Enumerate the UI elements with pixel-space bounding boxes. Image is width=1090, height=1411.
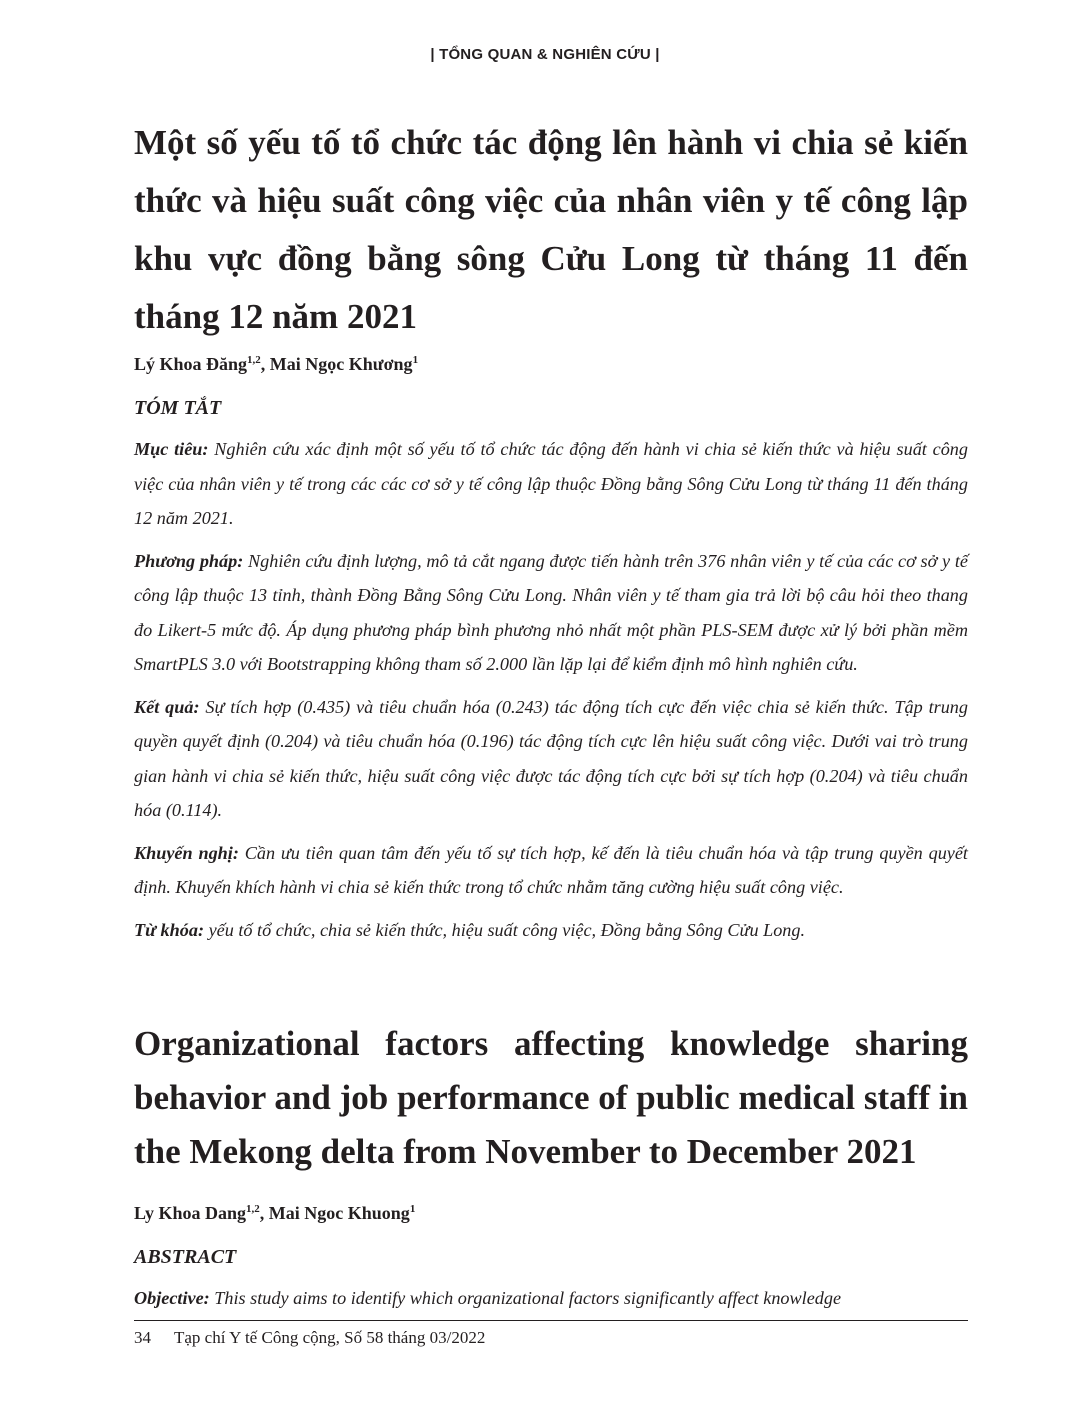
article-title-vietnamese: Một số yếu tố tổ chức tác động lên hành vi chia sẻ kiến thức và hiệu suất công việc của nhân viên y tế công lập khu vực đồng bằng sông Cửu Long từ tháng 11 đến tháng 12 năm 2021	[134, 123, 968, 336]
result-label: Kết quả:	[134, 696, 200, 717]
footer-divider	[134, 1320, 968, 1321]
author-affiliation: 1	[412, 354, 419, 366]
summary-heading: TÓM TẮT	[134, 397, 222, 419]
author-name: Ly Khoa Dang	[134, 1203, 247, 1223]
page-footer	[134, 1328, 485, 1348]
authors-english	[134, 1203, 415, 1224]
journal-citation: Tạp chí Y tế Công cộng, Số 58 tháng 03/2022	[174, 1328, 486, 1347]
result-text: Sự tích hợp (0.435) và tiêu chuẩn hóa (0.243) tác động tích cực đến việc chia sẻ kiến thức. Tập trung quyền quyết định (0.204) và tiêu chuẩn hóa (0.196) tác động tích cực lên hiệu suất công việc. Dưới vai trò trung gian hành vi chia sẻ kiến thức, hiệu suất công việc được tác động tích cực bởi sự tích hợp (0.204) và tiêu chuẩn hóa (0.114).	[134, 696, 968, 820]
method-label: Phương pháp:	[134, 550, 244, 571]
recommendation-label: Khuyến nghị:	[134, 842, 239, 863]
abstract-objective	[134, 1281, 968, 1316]
author-affiliation: 1,2	[246, 1203, 260, 1215]
authors-vietnamese	[134, 354, 418, 375]
author-affiliation: 1,2	[247, 354, 261, 366]
summary-recommendation	[134, 836, 968, 905]
recommendation-text: Cần ưu tiên quan tâm đến yếu tố sự tích hợp, kế đến là tiêu chuẩn hóa và tập trung quyền quyết định. Khuyến khích hành vi chia sẻ kiến thức trong tổ chức nhằm tăng cường hiệu suất công việc.	[134, 842, 968, 897]
abstract-heading: ABSTRACT	[134, 1246, 237, 1268]
section-header: | TỔNG QUAN & NGHIÊN CỨU |	[430, 46, 660, 63]
summary-vietnamese	[134, 432, 968, 955]
summary-keywords	[134, 913, 968, 948]
article-title-english: Organizational factors affecting knowledge sharing behavior and job performance of public medical staff in the Mekong delta from November to December 2021	[134, 1024, 968, 1171]
objective-label: Mục tiêu:	[134, 439, 209, 459]
summary-result	[134, 690, 968, 828]
summary-objective	[134, 432, 968, 536]
keywords-label: Từ khóa:	[134, 919, 205, 940]
summary-method	[134, 544, 968, 682]
author-separator: ,	[260, 354, 270, 374]
author-separator: ,	[259, 1203, 269, 1223]
author-affiliation: 1	[409, 1203, 416, 1215]
objective-label: Objective:	[134, 1288, 210, 1308]
objective-text: This study aims to identify which organizational factors significantly affect knowledge	[209, 1288, 842, 1308]
author-name: Mai Ngọc Khương	[269, 354, 413, 374]
author-name: Mai Ngoc Khuong	[268, 1203, 410, 1223]
author-name: Lý Khoa Đăng	[134, 354, 248, 374]
objective-text: Nghiên cứu xác định một số yếu tố tổ chức tác động đến hành vi chia sẻ kiến thức và hiệu suất công việc của nhân viên y tế trong các các cơ sở y tế công lập thuộc Đồng bằng Sông Cửu Long từ tháng 11 đến tháng 12 năm 2021.	[134, 439, 968, 528]
method-text: Nghiên cứu định lượng, mô tả cắt ngang được tiến hành trên 376 nhân viên y tế của các cơ sở y tế công lập thuộc 13 tỉnh, thành Đồng Bằng Sông Cửu Long. Nhân viên y tế tham gia trả lời bộ câu hỏi theo thang đo Likert-5 mức độ. Áp dụng phương pháp bình phương nhỏ nhất một phần PLS-SEM được xử lý bởi phần mềm SmartPLS 3.0 với Bootstrapping không tham số 2.000 lần lặp lại để kiểm định mô hình nghiên cứu.	[134, 550, 969, 674]
keywords-text: yếu tố tổ chức, chia sẻ kiến thức, hiệu suất công việc, Đồng bằng Sông Cửu Long.	[204, 919, 806, 940]
abstract-english	[134, 1281, 968, 1316]
page-number: 34	[134, 1328, 151, 1347]
